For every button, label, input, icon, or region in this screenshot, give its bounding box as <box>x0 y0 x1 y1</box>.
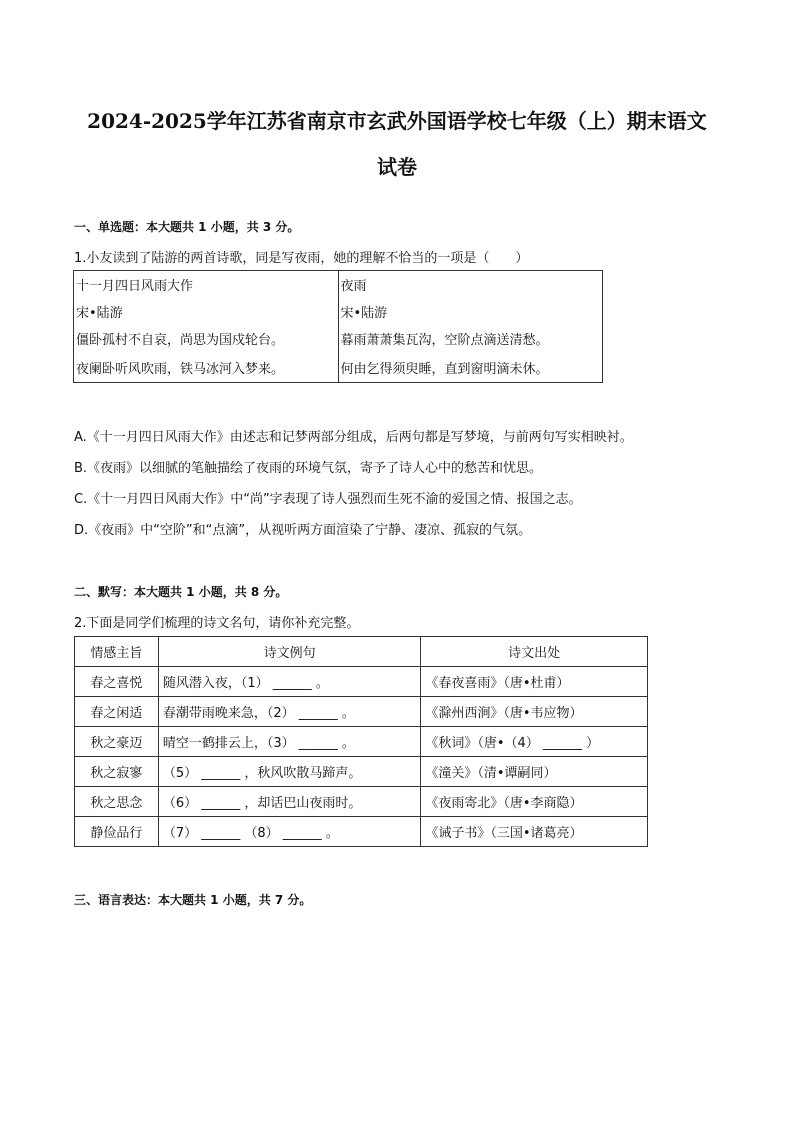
poem-2-line-1: 暮雨萧萧集瓦沟，空阶点滴送清愁。 <box>338 325 603 352</box>
row-line: 晴空一鹤排云上，（3） ______ 。 <box>158 727 421 757</box>
table-row <box>75 787 648 817</box>
row-source: 《秋词》（唐•（4） ______ ） <box>421 727 648 757</box>
row-source: 《潼关》（清•谭嗣同） <box>421 757 648 787</box>
row-theme: 秋之豪迈 <box>75 727 159 757</box>
title-line-2: 试卷 <box>377 155 417 179</box>
poem-1-line-1: 僵卧孤村不自哀，尚思为国戍轮台。 <box>74 325 339 352</box>
poem-row-line-2 <box>74 352 603 383</box>
option-b: B.《夜雨》以细腻的笔触描绘了夜雨的环境气氛，寄予了诗人心中的愁苦和忧思。 <box>74 461 543 476</box>
table-row <box>75 697 648 727</box>
row-theme: 秋之思念 <box>75 787 159 817</box>
header-theme: 情感主旨 <box>75 637 159 667</box>
header-source: 诗文出处 <box>421 637 648 667</box>
table-row <box>75 757 648 787</box>
poem-1-line-2: 夜阑卧听风吹雨，铁马冰河入梦来。 <box>74 352 339 383</box>
row-line: （6） ______ ，却话巴山夜雨时。 <box>158 787 421 817</box>
row-source: 《滁州西涧》（唐•韦应物） <box>421 697 648 727</box>
option-a: A.《十一月四日风雨大作》由述志和记梦两部分组成，后两句都是写梦境，与前两句写实相映衬。 <box>74 430 633 445</box>
fill-in-table <box>74 636 648 847</box>
poem-row-line-1 <box>74 325 603 352</box>
row-theme: 静俭品行 <box>75 817 159 847</box>
poem-2-line-2: 何由乞得须臾睡，直到窗明滴未休。 <box>338 352 603 383</box>
header-line: 诗文例句 <box>158 637 421 667</box>
table-row <box>75 667 648 697</box>
poem-2-author: 宋•陆游 <box>338 298 603 325</box>
table-row <box>75 817 648 847</box>
poem-row-title <box>74 271 603 299</box>
poem-2-title: 夜雨 <box>338 271 603 299</box>
section-3-heading: 三、语言表达：本大题共 1 小题，共 7 分。 <box>74 893 312 907</box>
poem-1-author: 宋•陆游 <box>74 298 339 325</box>
row-line: 随风潜入夜，（1） ______ 。 <box>158 667 421 697</box>
poem-table <box>73 270 603 383</box>
option-d: D.《夜雨》中“空阶”和“点滴”，从视听两方面渲染了宁静、凄凉、孤寂的气氛。 <box>74 523 532 538</box>
row-source: 《诫子书》（三国•诸葛亮） <box>421 817 648 847</box>
row-source: 《夜雨寄北》（唐•李商隐） <box>421 787 648 817</box>
section-1-heading: 一、单选题：本大题共 1 小题，共 3 分。 <box>74 220 300 234</box>
row-line: （5） ______ ，秋风吹散马蹄声。 <box>158 757 421 787</box>
page-title <box>60 98 734 190</box>
row-source: 《春夜喜雨》（唐•杜甫） <box>421 667 648 697</box>
section-2-heading: 二、默写：本大题共 1 小题，共 8 分。 <box>74 585 288 599</box>
row-line: 春潮带雨晚来急，（2） ______ 。 <box>158 697 421 727</box>
row-line: （7） ______ （8） ______ 。 <box>158 817 421 847</box>
row-theme: 春之闲适 <box>75 697 159 727</box>
question-2-stem: 2.下面是同学们梳理的诗文名句，请你补充完整。 <box>74 616 360 631</box>
fill-table-header <box>75 637 648 667</box>
table-row <box>75 727 648 757</box>
row-theme: 春之喜悦 <box>75 667 159 697</box>
poem-row-author <box>74 298 603 325</box>
row-theme: 秋之寂寥 <box>75 757 159 787</box>
question-1-stem: 1.小友读到了陆游的两首诗歌，同是写夜雨，她的理解不恰当的一项是（ ） <box>74 251 529 266</box>
option-c: C.《十一月四日风雨大作》中“尚”字表现了诗人强烈而生死不渝的爱国之情、报国之志。 <box>74 492 582 507</box>
poem-1-title: 十一月四日风雨大作 <box>74 271 339 299</box>
title-line-1: 2024-2025学年江苏省南京市玄武外国语学校七年级（上）期末语文 <box>87 109 707 133</box>
